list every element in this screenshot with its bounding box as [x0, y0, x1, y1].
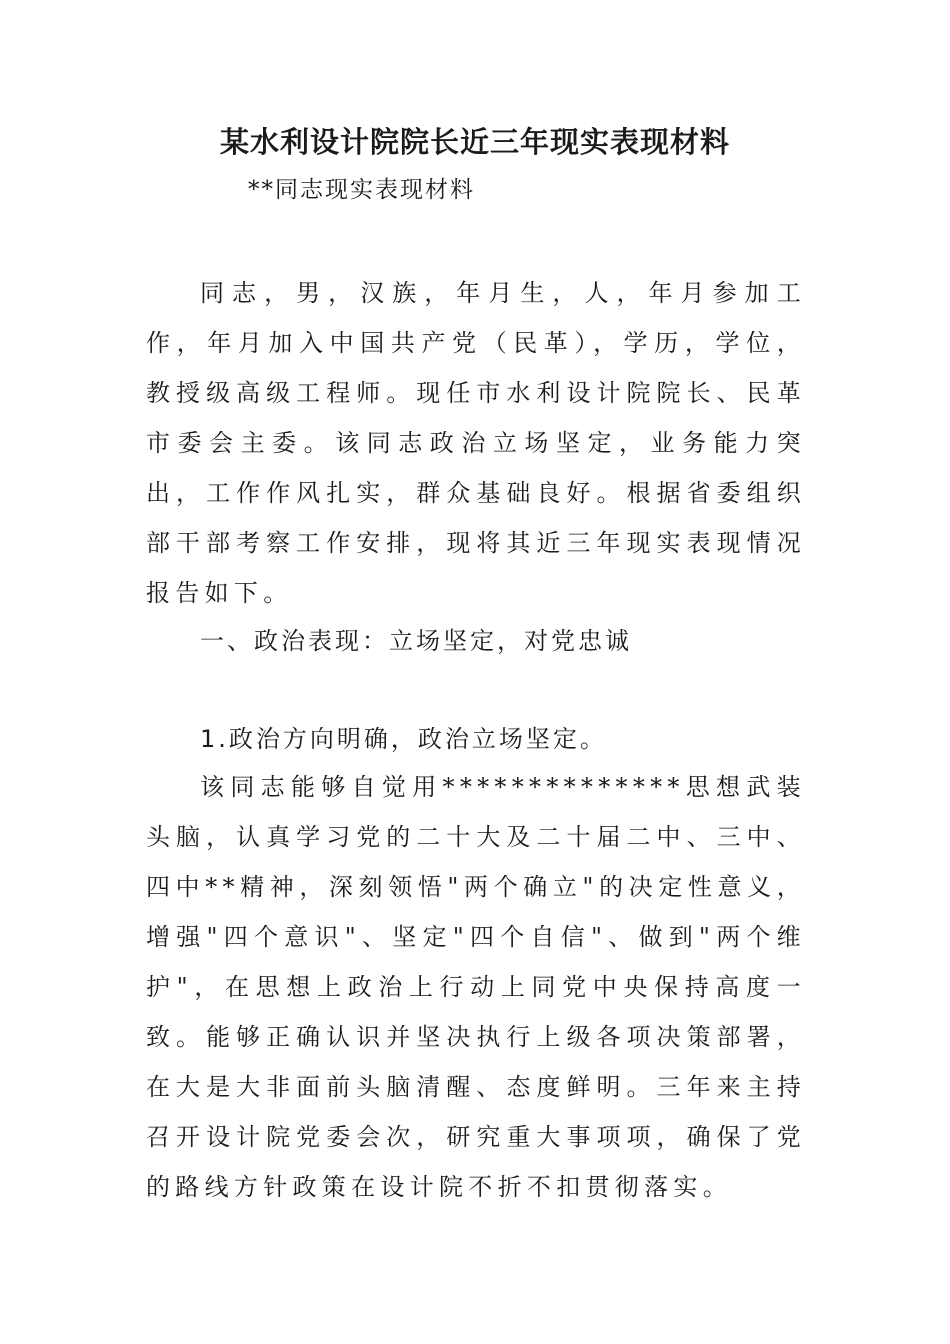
document-subtitle: **同志现实表现材料: [248, 177, 475, 203]
subsection-paragraph: 该同志能够自觉用**************思想武装头脑，认真学习党的二十大及二十届二中、三中、四中**精神，深刻领悟"两个确立"的决定性意义，增强"四个意识"、坚定"四个自信"、做到"两个维护"，在思想上政治上行动上同党中央保持高度一致。能够正确认识并坚决执行上级各项决策部署，在大是大非面前头脑清醒、态度鲜明。三年来主持召开设计院党委会次，研究重大事项项，确保了党的路线方针政策在设计院不折不扣贯彻落实。: [146, 773, 806, 1201]
subsection-number: 1.: [200, 725, 229, 753]
subsection-title: 政治方向明确，政治立场坚定。: [228, 725, 607, 753]
subsection-heading: [200, 719, 607, 759]
section-heading: 一、政治表现：立场坚定，对党忠诚: [200, 627, 632, 655]
document-title: 某水利设计院院长近三年现实表现材料: [219, 125, 730, 159]
intro-paragraph: 同志，男，汉族，年月生，人，年月参加工作，年月加入中国共产党（民革），学历，学位，教授级高级工程师。现任市水利设计院院长、民革市委会主委。该同志政治立场坚定，业务能力突出，工作作风扎实，群众基础良好。根据省委组织部干部考察工作安排，现将其近三年现实表现情况报告如下。: [146, 279, 806, 607]
